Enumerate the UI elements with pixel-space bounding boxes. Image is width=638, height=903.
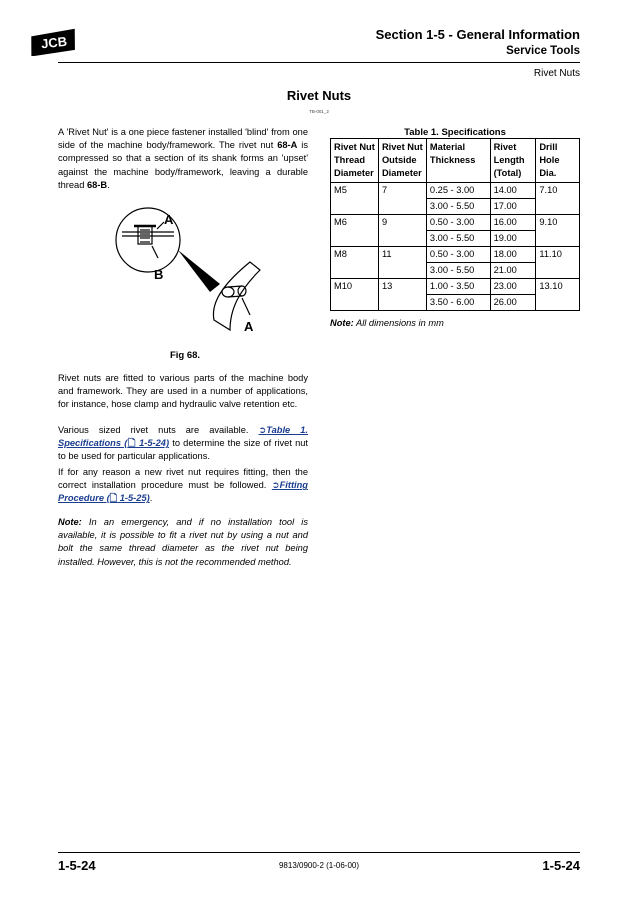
- cell-drill: 11.10: [536, 247, 580, 279]
- cell-length: 18.00: [490, 247, 536, 263]
- note-text: In an emergency, and if no installation tool is available, it is possible to fit a rivet nut by using a nut and bolt the same thread diameter as the rivet nut being installed. However, this is not the recommended method.: [58, 517, 308, 567]
- cell-thickness: 3.00 - 5.50: [426, 231, 490, 247]
- cell-length: 14.00: [490, 183, 536, 199]
- cell-length: 17.00: [490, 199, 536, 215]
- cell-outside: 13: [378, 279, 426, 311]
- arrow-icon: ➲: [271, 480, 280, 491]
- label-a-detail: A: [164, 212, 174, 227]
- document-icon: 🗋: [109, 493, 118, 504]
- col-thread-diameter: Rivet Nut Thread Diameter: [331, 139, 379, 183]
- jcb-logo: [28, 28, 80, 56]
- cell-thread: M6: [331, 215, 379, 247]
- table-note: [330, 318, 444, 328]
- table-row: [331, 183, 580, 199]
- cell-drill: 13.10: [536, 279, 580, 311]
- note-label: Note:: [58, 517, 82, 527]
- note-text: All dimensions in mm: [353, 318, 444, 328]
- footer-divider: [58, 852, 580, 853]
- page-title: Rivet Nuts: [286, 88, 352, 103]
- running-title: Rivet Nuts: [533, 68, 580, 79]
- cell-length: 16.00: [490, 215, 536, 231]
- table-row: [331, 215, 580, 231]
- cell-length: 26.00: [490, 295, 536, 311]
- label-a-installed: A: [244, 319, 254, 334]
- cell-drill: 7.10: [536, 183, 580, 215]
- text-run: to determine the size of rivet nut to be used for particular applications.: [58, 438, 308, 462]
- text-run: A 'Rivet Nut' is a one piece fastener installed 'blind' from one side of the machine body/framework. The rivet nut: [58, 127, 308, 151]
- emergency-note: [58, 516, 308, 569]
- col-outside-diameter: Rivet Nut Outside Diameter: [378, 139, 426, 183]
- cell-thickness: 1.00 - 3.50: [426, 279, 490, 295]
- cell-thread: M8: [331, 247, 379, 279]
- fitting-paragraph: [58, 466, 308, 506]
- cell-length: 19.00: [490, 231, 536, 247]
- text-run: .: [149, 493, 153, 504]
- cell-thickness: 3.00 - 5.50: [426, 199, 490, 215]
- cell-thickness: 3.00 - 5.50: [426, 263, 490, 279]
- note-label: Note:: [330, 318, 354, 328]
- header-divider: [58, 62, 580, 63]
- label-b: B: [154, 267, 164, 282]
- link-page: 1-5-24): [135, 438, 170, 449]
- reference-code: TB-001_2: [309, 109, 329, 114]
- text-run: Various sized rivet nuts are available.: [58, 425, 259, 435]
- usage-paragraph: Rivet nuts are fitted to various parts of the machine body and framework. They are used in a number of applications, for instance, hose clamp and hydraulic valve retention etc.: [58, 373, 308, 410]
- cell-outside: 7: [378, 183, 426, 215]
- page-number-left: 1-5-24: [58, 858, 96, 873]
- specifications-table: [330, 138, 580, 311]
- figure-caption: Fig 68.: [169, 350, 201, 361]
- cell-thickness: 3.50 - 6.00: [426, 295, 490, 311]
- document-icon: 🗋: [127, 438, 136, 449]
- rivet-nut-section: [138, 226, 152, 244]
- page-number-right: 1-5-24: [542, 858, 580, 873]
- cell-outside: 9: [378, 215, 426, 247]
- section-title: Section 1-5 - General Information: [375, 27, 580, 42]
- cell-length: 23.00: [490, 279, 536, 295]
- cell-drill: 9.10: [536, 215, 580, 247]
- table-header-row: [331, 139, 580, 183]
- cell-thread: M10: [331, 279, 379, 311]
- intro-paragraph: [58, 126, 308, 192]
- ref-68b: 68-B: [86, 179, 108, 190]
- cell-outside: 11: [378, 247, 426, 279]
- rivet-nut-installed: [222, 287, 234, 297]
- link-page: 1-5-25): [117, 493, 150, 504]
- link-text: Fitting Procedure (: [58, 480, 308, 504]
- table-caption: Table 1. Specifications: [404, 127, 506, 138]
- text-run: If for any reason a new rivet nut requires fitting, then the correct installation procedure must be followed.: [58, 467, 308, 491]
- cell-thickness: 0.25 - 3.00: [426, 183, 490, 199]
- subsection-title: Service Tools: [506, 45, 580, 57]
- col-rivet-length: Rivet Length (Total): [490, 139, 536, 183]
- text-run: is compressed so that a section of its shank forms an 'upset' against the machine body/framework, leaving a durable thread: [58, 140, 308, 190]
- sizes-paragraph: [58, 424, 308, 464]
- link-text: Table 1. Specifications (: [58, 425, 308, 449]
- text-run: .: [107, 179, 110, 190]
- cell-thickness: 0.50 - 3.00: [426, 247, 490, 263]
- ref-68a: 68-A: [277, 140, 298, 151]
- cell-length: 21.00: [490, 263, 536, 279]
- document-reference: 9813/0900-2 (1-06-00): [278, 861, 360, 870]
- rivet-nut-figure: [110, 200, 270, 340]
- col-drill-hole: Drill Hole Dia.: [536, 139, 580, 183]
- arrow-icon: ➲: [258, 425, 267, 435]
- logo-text: JCB: [40, 33, 68, 52]
- detail-pointer: [178, 250, 220, 292]
- table-row: [331, 247, 580, 263]
- cell-thread: M5: [331, 183, 379, 215]
- col-material-thickness: Material Thickness: [426, 139, 490, 183]
- table-row: [331, 279, 580, 295]
- cell-thickness: 0.50 - 3.00: [426, 215, 490, 231]
